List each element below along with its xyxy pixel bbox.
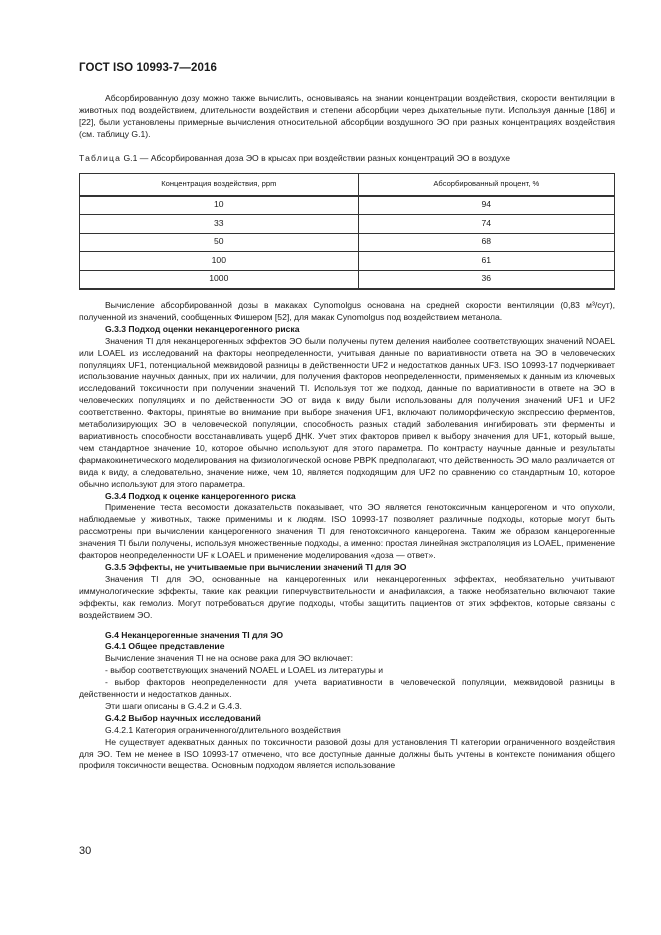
section-g4-heading: G.4 Неканцерогенные значения TI для ЭО: [105, 629, 284, 640]
table-cell-percent: 94: [358, 196, 614, 215]
table-caption-label: Таблица: [79, 152, 122, 163]
intro-paragraph: Абсорбированную дозу можно также вычислить, основываясь на знании концентрации воздействия, скорости вентиляции в животных под воздействием, длительности воздействия и степени абсорбции через дыхательные пути. Используя данные [186] и [22], были установлены примерные вычисления относительной абсорбции воздушного ЭО при разных концентрациях воздействия (см. таблицу G.1).: [79, 93, 615, 139]
section-g41-lead: Вычисление значения TI не на основе рака для ЭО включает:: [105, 653, 353, 664]
table-cell-concentration: 100: [80, 252, 359, 271]
table-cell-concentration: 50: [80, 233, 359, 252]
section-g33-heading: G.3.3 Подход оценки неканцерогенного риска: [105, 323, 300, 334]
table-cell-percent: 61: [358, 252, 614, 271]
table-row: [80, 215, 615, 234]
list-item: - выбор факторов неопределенности для учета вариативности в человеческой популяции, межвидовой разницы в действенности и недостатков данных.: [79, 677, 615, 700]
table-caption: [79, 153, 615, 165]
section-g35-text: Значения TI для ЭО, основанные на канцерогенных или неканцерогенных эффектах, необязательно учитывают иммунологические эффекты, такие как реакции гиперчувствительности и анафилаксия, а также необязательно включают такие эффекты, как гемолиз. Могут потребоваться другие подходы, чтобы защитить пациентов от этих эффектов, которые связаны с воздействием ЭО.: [79, 573, 615, 620]
section-g35-heading: G.3.5 Эффекты, не учитываемые при вычислении значений TI для ЭО: [105, 561, 407, 572]
section-g33-text: Значения TI для неканцерогенных эффектов ЭО были получены путем деления наиболее соответствующих значений NOAEL или LOAEL из исследований на факторы неопределенности, учитывая данные по вариативности ответа на ЭО в человеческих популяциях UF1, потенциальной межвидовой разницы в действенности UF2 и недостатков данных UF3. ISO 10993-17 подчеркивает использование научных данных, при их наличии, для получения факторов неопределенности, применяемых к данным из ключевых исследований токсичности при получении значений TI. Используя тот же подход, данные по вариативности в ответе на ЭО в человеческих популяциях и по действенности ЭО от вида к виду были использованы для получения значений UF1 и UF2 соответственно. Факторы, принятые во внимание при выборе значения UF1, включают полиморфическую экспрессию ферментов, метаболизирующих ЭО в человеческой популяции, способность разных стадий заболевания ингибировать эти ферменты и вариативность способности восстанавливать ущерб ДНК. Учет этих факторов привел к выбору значения для UF1, который выше, чем стандартное значение 10, которое обычно используют для этого параметра. По контрасту научные данные и результаты фармакокинетического моделирования на физиологической основе PBPK предполагают, что действенность ЭО мало различается от вида к виду, а следовательно, значение ниже, чем 10, является подходящим для UF2 по сравнению со стандартным 10, которое обычно используют для этого параметра.: [79, 335, 615, 489]
after-table-paragraph: Вычисление абсорбированной дозы в макаках Cynomolgus основана на средней скорости вентиляции (0,83 м³/сут), полученной из значений, сообщенных Фишером [52], для макак Cynomolgus под воздействием метанола.: [79, 300, 615, 322]
absorption-table: [79, 173, 615, 291]
table-row: [80, 252, 615, 271]
table-row: [80, 196, 615, 215]
section-g34-text: Применение теста весомости доказательств показывает, что ЭО является генотоксичным канцерогеном и что опухоли, наблюдаемые у животных, также применимы и к людям. ISO 10993-17 позволяет различные подходы, которые могут быть рассмотрены при вычислении канцерогенного значения TI для генотоксичного канцерогена. Таким же образом канцерогенные значения TI были получены, используя множественные подходы, а именно: простая линейная экстраполяция из LOAEL, применение факторов неопределенности UF к LOAEL и применение моделирования «доза — ответ».: [79, 502, 615, 561]
document-body: [79, 93, 615, 772]
section-g421-subheading: G.4.2.1 Категория ограниченного/длительного воздействия: [105, 724, 341, 735]
section-g42-heading: G.4.2 Выбор научных исследований: [105, 712, 261, 723]
table-cell-concentration: 1000: [80, 270, 359, 289]
table-cell-concentration: 33: [80, 215, 359, 234]
table-cell-percent: 74: [358, 215, 614, 234]
section-g42-text: Не существует адекватных данных по токсичности разовой дозы для установления TI категории ограниченного воздействия для ЭО. Тем не менее в ISO 10993-17 отмечено, что все доступные данные должны быть учтены в контексте понимания общего профиля токсичности вещества. Основным подходом является использование: [79, 736, 615, 771]
table-row: [80, 233, 615, 252]
list-item: - выбор соответствующих значений NOAEL и LOAEL из литературы и: [105, 665, 384, 676]
table-header-row: [80, 173, 615, 196]
table-row: [80, 270, 615, 289]
table-cell-concentration: 10: [80, 196, 359, 215]
table-caption-text: G.1 — Абсорбированная доза ЭО в крысах при воздействии разных концентраций ЭО в воздухе: [123, 152, 511, 163]
section-g41-heading: G.4.1 Общее представление: [105, 641, 225, 652]
table-header-concentration: Концентрация воздействия, ppm: [80, 173, 359, 196]
section-g41-tail: Эти шаги описаны в G.4.2 и G.4.3.: [105, 700, 242, 711]
standard-header: ГОСТ ISO 10993-7—2016: [79, 62, 217, 74]
table-header-absorbed-percent: Абсорбированный процент, %: [358, 173, 614, 196]
section-g34-heading: G.3.4 Подход к оценке канцерогенного риска: [105, 490, 296, 501]
table-cell-percent: 68: [358, 233, 614, 252]
table-cell-percent: 36: [358, 270, 614, 289]
page-number: 30: [79, 845, 92, 857]
